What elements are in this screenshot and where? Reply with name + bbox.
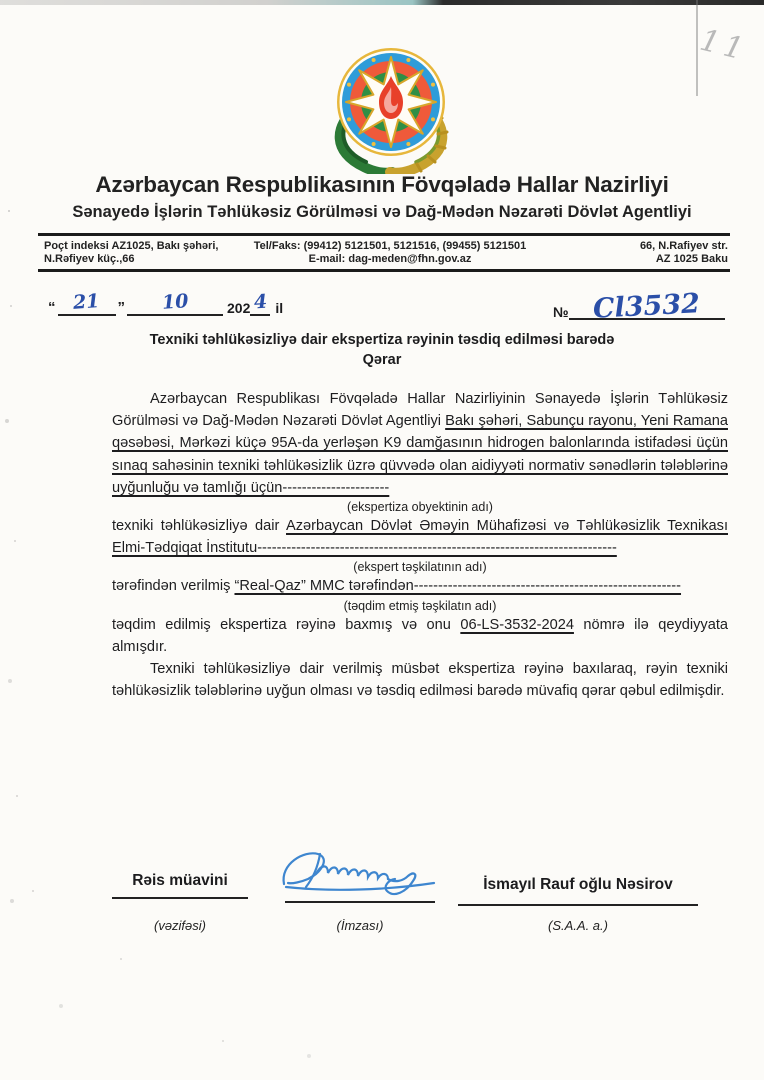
caption-expert-org: (ekspert təşkilatının adı) <box>353 560 487 575</box>
underlined-expert-org: Azərbaycan Dövlət Əməyin Mühafizəsi və Təhlükəsizlik Texnikası Elmi-Tədqiqat İnstitutu-------------------------------------------------------------------------- <box>112 518 728 557</box>
name-line <box>458 904 698 906</box>
agency-subtitle: Sənayedə İşlərin Təhlükəsiz Görülməsi və Dağ-Mədən Nəzarəti Dövlət Agentliyi <box>72 203 692 221</box>
paragraph-expert-org: texniki təhlükəsizliyə dair Azərbaycan Dövlət Əməyin Mühafizəsi və Təhlükəsizlik Texnikası Elmi-Tədqiqat İnstitutu-------------------------------------------------------------------------- <box>112 518 728 557</box>
address-english: 66, N.Rafiyev str. AZ 1025 Baku <box>639 240 728 265</box>
number-field <box>569 288 725 325</box>
caption-object: (ekspertiza obyektinin adı) <box>347 500 493 515</box>
azerbaijan-emblem <box>316 40 466 174</box>
postal-address: Poçt indeksi AZ1025, Bakı şəhəri, N.Rəfiyev küç.,66 <box>44 240 219 265</box>
handwritten-month: 10 <box>161 290 189 314</box>
corner-handwritten-mark: 11 <box>696 22 752 69</box>
caption-submitting-org: (təqdim etmiş təşkilatın adı) <box>343 598 497 613</box>
signature-block <box>0 846 764 956</box>
signer-position: Rəis müavini <box>112 872 248 899</box>
caption-position: (vəzifəsi) <box>153 918 206 933</box>
signature-scribble <box>276 846 440 904</box>
document-title <box>0 330 764 370</box>
handwritten-number: Cl3532 <box>592 288 701 325</box>
number-field-group <box>553 288 725 325</box>
handwritten-year-digit: 4 <box>252 290 268 314</box>
paragraph-decision: Texniki təhlükəsizliyə dair verilmiş müsbət ekspertiza rəyinə baxılaraq, rəyin texniki təhlükəsizlik tələblərinə uyğun olması və təsdiq edilməsi barədə müvafiq qərar qəbul edilmişdir. <box>112 661 728 700</box>
phone-email <box>240 240 540 266</box>
registration-number: 06-LS-3532-2024 <box>460 616 574 633</box>
caption-name: (S.A.A. a.) <box>548 918 608 933</box>
paragraph-submitting-org: tərəfindən verilmiş “Real-Qaz” MMC tərəfindən------------------------------------------------------- <box>112 578 682 595</box>
open-quote: “ <box>48 299 56 316</box>
date-fields <box>46 292 283 316</box>
email-line: E-mail: dag-meden@fhn.gov.az <box>308 253 472 265</box>
phone-line: Tel/Faks: (99412) 5121501, 5121516, (99455) 5121501 <box>253 240 527 252</box>
header-rule-bottom <box>38 269 730 272</box>
handwritten-day: 21 <box>72 290 101 314</box>
underlined-submitting-org: “Real-Qaz” MMC tərəfindən------------------------------------------------------- <box>234 578 682 595</box>
number-label: № <box>553 304 569 320</box>
header-rule-top <box>38 233 730 236</box>
paragraph-registration: təqdim edilmiş ekspertiza rəyinə baxmış və onu 06-LS-3532-2024 nömrə ilə qeydiyyata almışdır. <box>112 616 728 655</box>
ministry-title: Azərbaycan Respublikasının Fövqəladə Hallar Nazirliyi <box>95 172 669 197</box>
paragraph-expertise-object: Azərbaycan Respublikası Fövqəladə Hallar Nazirliyinin Sənayedə İşlərin Təhlükəsiz Görülməsi və Dağ-Mədən Nəzarəti Dövlət Agentliyi Bakı şəhəri, Sabunçu rayonu, Yeni Ramana qəsəbəsi, Mərkəzi küçə 95A-da yerləşən K9 damğasının hidrogen balonlarında istifadəsi üçün sınaq sahəsinin texniki təhlükəsizlik üzrə qüvvədə olan aidiyyəti normativ sənədlərin tələblərinə uyğunluğu və tamlığı üçün---------------------- <box>112 391 728 496</box>
scan-artifact-top-bar <box>0 0 764 5</box>
document-body <box>112 388 728 702</box>
day-field <box>58 292 116 316</box>
year-printed: 202 <box>227 300 251 316</box>
month-field <box>127 292 223 316</box>
signature-line <box>285 901 435 903</box>
title-line1: Texniki təhlükəsizliyə dair ekspertiza rəyinin təsdiq edilməsi barədə <box>149 332 615 348</box>
signer-name: İsmayıl Rauf oğlu Nəsirov <box>483 876 673 893</box>
year-suffix: il <box>275 300 284 316</box>
date-and-number-line <box>0 290 764 324</box>
close-quote: ” <box>117 299 125 316</box>
year-digit-field <box>250 292 270 316</box>
title-line2: Qərar <box>362 352 402 368</box>
caption-signature: (İmzası) <box>336 918 384 933</box>
underlined-object-name: Bakı şəhəri, Sabunçu rayonu, Yeni Ramana qəsəbəsi, Mərkəzi küçə 95A-da yerləşən K9 damğasının hidrogen balonlarında istifadəsi üçün sınaq sahəsinin texniki təhlükəsizlik üzrə qüvvədə olan aidiyyəti normativ sənədlərin tələblərinə uyğunluğu və tamlığı üçün---------------------- <box>112 413 728 496</box>
